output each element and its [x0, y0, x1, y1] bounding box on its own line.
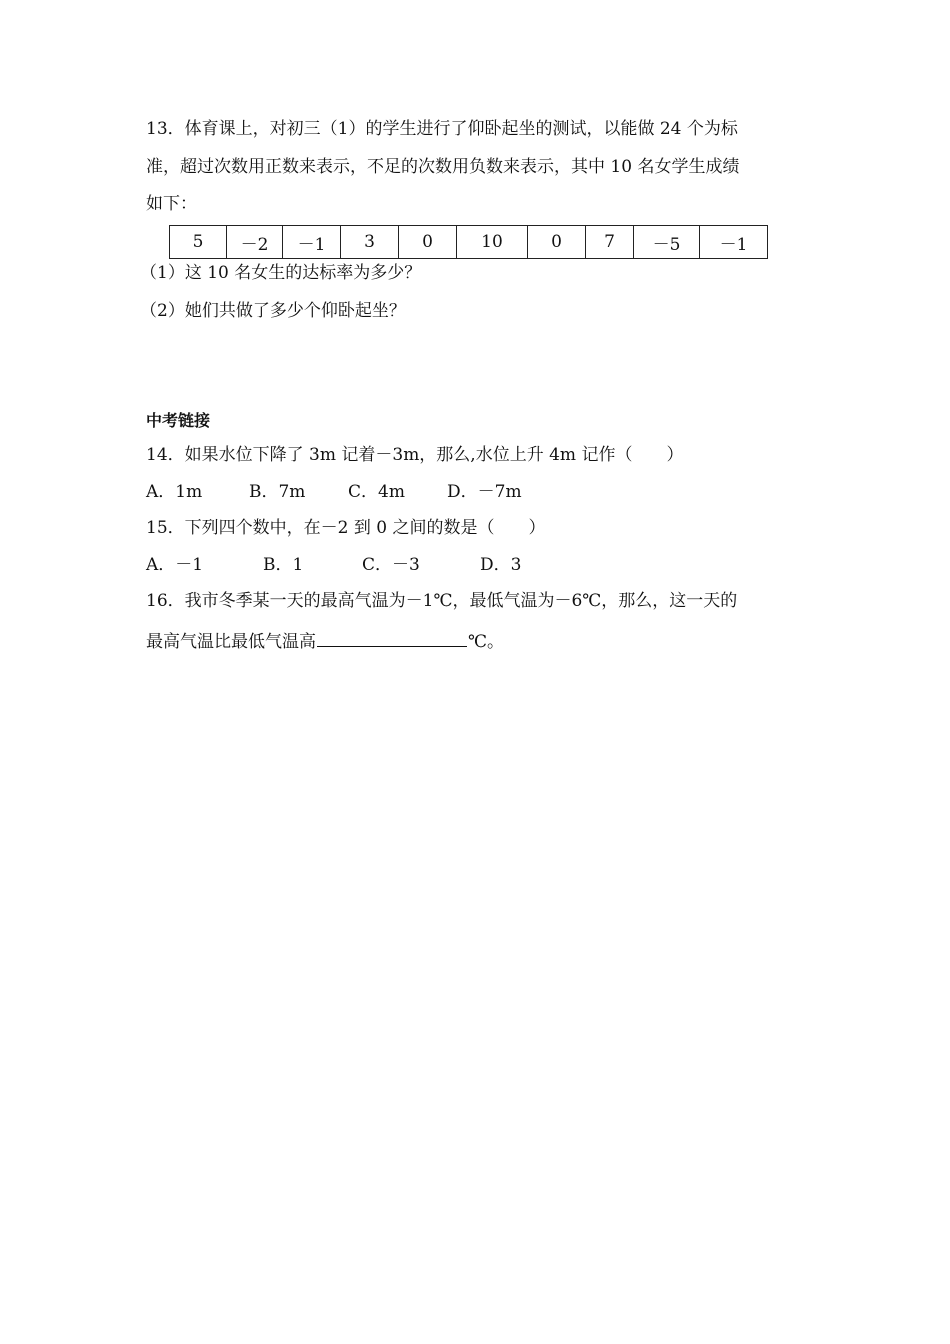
- q14-option-c: C．4m: [348, 482, 405, 502]
- q13-stem-line-3: 如下：: [146, 194, 197, 214]
- q15-options: [146, 554, 521, 576]
- score-cell: －1: [700, 226, 768, 259]
- answer-blank: [317, 628, 467, 647]
- score-cell: 7: [586, 226, 634, 259]
- section-title: 中考链接: [146, 411, 211, 430]
- score-cell: －5: [634, 226, 700, 259]
- q13-stem-line-2: 准，超过次数用正数来表示，不足的次数用负数来表示，其中 10 名女学生成绩: [146, 157, 740, 177]
- q16-stem-line-2: [146, 628, 504, 653]
- score-cell: 3: [341, 226, 399, 259]
- q14-options: [146, 481, 522, 503]
- q16-suffix: ℃。: [468, 632, 505, 652]
- q15-option-a: A．－1: [146, 555, 204, 575]
- score-cell: 5: [170, 226, 227, 259]
- q14-option-d: D．－7m: [447, 482, 522, 502]
- score-cell: －1: [283, 226, 341, 259]
- q13-subquestion-2: （2）她们共做了多少个仰卧起坐？: [140, 301, 406, 321]
- score-cell: 0: [528, 226, 586, 259]
- score-cell: －2: [227, 226, 283, 259]
- q15-option-d: D．3: [480, 555, 522, 575]
- score-cell: 10: [457, 226, 528, 259]
- q16-stem-line-1: 16．我市冬季某一天的最高气温为－1℃，最低气温为－6℃，那么，这一天的: [146, 591, 738, 611]
- q14-option-a: A．1m: [146, 482, 203, 502]
- q13-stem-line-1: 13．体育课上，对初三（1）的学生进行了仰卧起坐的测试，以能做 24 个为标: [146, 119, 738, 139]
- q14-option-b: B．7m: [249, 482, 306, 502]
- q13-subquestion-1: （1）这 10 名女生的达标率为多少？: [140, 263, 422, 283]
- q15-option-b: B．1: [263, 555, 304, 575]
- table-row: [170, 226, 768, 259]
- q16-prefix: 最高气温比最低气温高: [146, 632, 316, 652]
- scores-table: [169, 225, 768, 259]
- score-cell: 0: [399, 226, 457, 259]
- q14-stem: 14．如果水位下降了 3m 记着－3m，那么,水位上升 4m 记作（ ）: [146, 445, 684, 465]
- q15-stem: 15．下列四个数中，在－2 到 0 之间的数是（ ）: [146, 518, 546, 538]
- q15-option-c: C．－3: [362, 555, 420, 575]
